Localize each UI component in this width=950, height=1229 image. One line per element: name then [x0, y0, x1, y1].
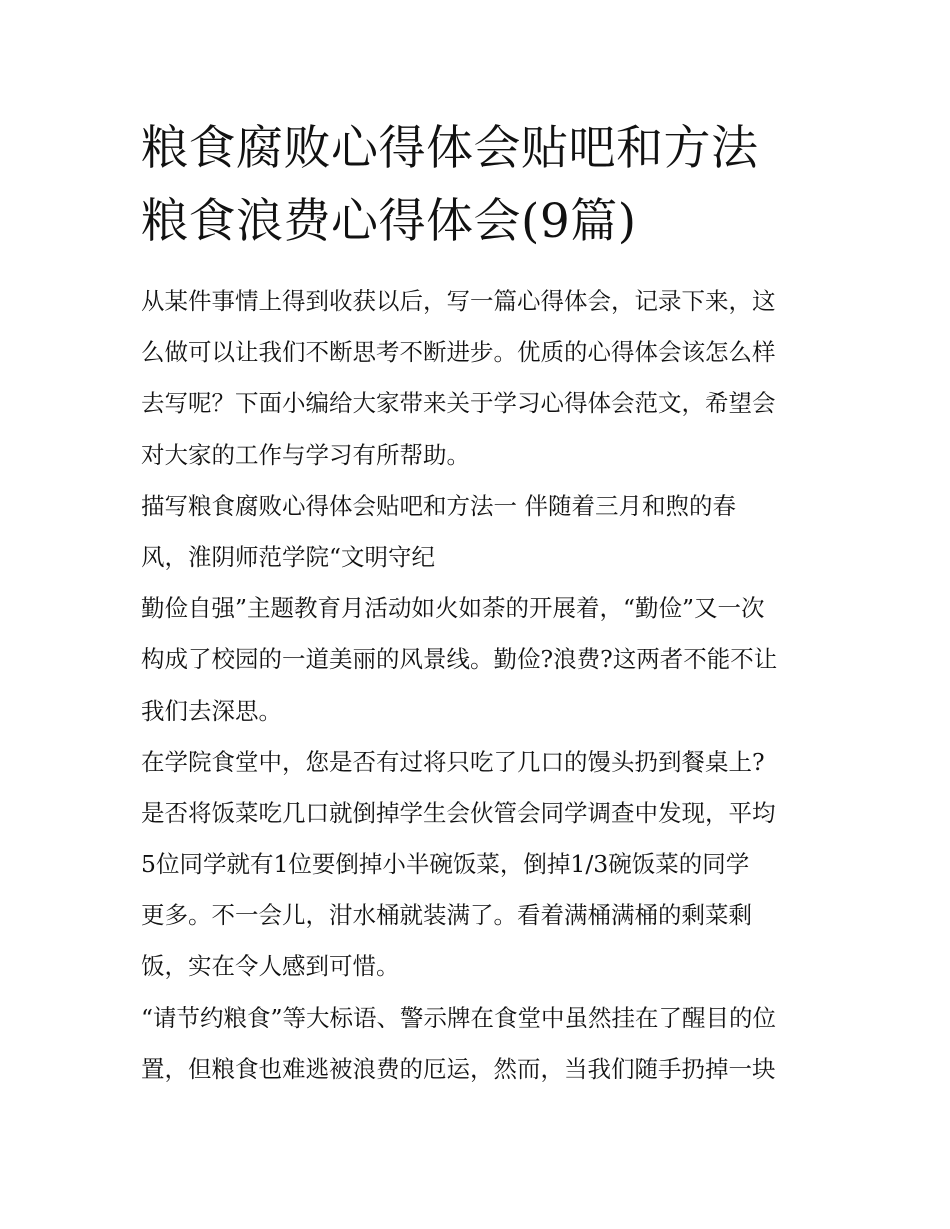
body-line: 置，但粮食也难逃被浪费的厄运，然而，当我们随手扔掉一块	[141, 1054, 776, 1083]
body-line: 对大家的工作与学习有所帮助。	[141, 440, 470, 469]
title-line-2: 粮食浪费心得体会(9篇)	[141, 194, 637, 249]
body-line: 饭，实在令人感到可惜。	[141, 952, 400, 981]
body-line: 5位同学就有1位要倒掉小半碗饭菜，倒掉1/3碗饭菜的同学	[141, 850, 750, 879]
body-line: 我们去深思。	[141, 696, 282, 725]
body-line: 风，淮阴师范学院“文明守纪	[141, 542, 436, 571]
body-line: 勤俭自强”主题教育月活动如火如荼的开展着，“勤俭”又一次	[141, 594, 765, 623]
document-title	[141, 112, 831, 258]
body-line: 在学院食堂中，您是否有过将只吃了几口的馒头扔到餐桌上?	[141, 747, 765, 776]
title-line-1: 粮食腐败心得体会贴吧和方法	[141, 121, 759, 176]
body-line: 构成了校园的一道美丽的风景线。勤俭?浪费?这两者不能不让	[141, 645, 778, 674]
body-line: 描写粮食腐败心得体会贴吧和方法一 伴随着三月和煦的春	[141, 491, 736, 520]
body-line: 从某件事情上得到收获以后，写一篇心得体会，记录下来，这	[141, 287, 776, 315]
body-line: 去写呢？下面小编给大家带来关于学习心得体会范文，希望会	[141, 389, 776, 418]
document-body	[141, 279, 821, 1098]
body-line: “请节约粮食”等大标语、警示牌在食堂中虽然挂在了醒目的位	[141, 1003, 777, 1032]
body-line: 么做可以让我们不断思考不断进步。优质的心得体会该怎么样	[141, 338, 776, 367]
body-line: 是否将饭菜吃几口就倒掉学生会伙管会同学调查中发现，平均	[141, 798, 776, 827]
body-line: 更多。不一会儿，泔水桶就装满了。看着满桶满桶的剩菜剩	[141, 901, 752, 930]
